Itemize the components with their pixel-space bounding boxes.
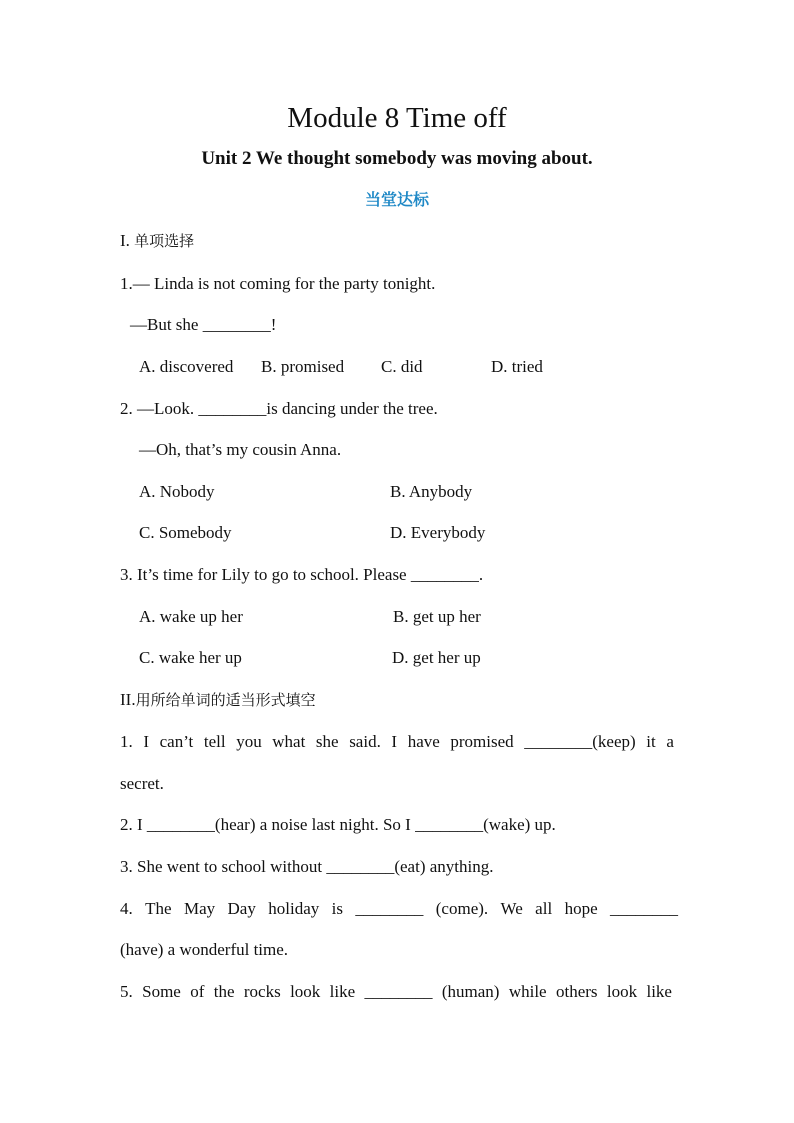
- fill-q1-line1: [120, 731, 674, 753]
- q1-option-c: C. did: [381, 357, 423, 376]
- fill-q5-line1: [120, 981, 672, 1003]
- q3-option-d: D. get her up: [392, 648, 481, 667]
- fill-q1-line2: secret.: [120, 774, 164, 793]
- q2-option-b: B. Anybody: [390, 482, 473, 501]
- word: like: [646, 982, 672, 1001]
- section-tag: 当堂达标: [364, 190, 429, 209]
- q2-stem: 2. —Look. ________is dancing under the tree.: [120, 399, 438, 418]
- word: rocks: [243, 982, 281, 1001]
- word: 1.: [120, 732, 133, 751]
- word: (come).: [435, 899, 489, 918]
- word: a: [666, 732, 674, 751]
- blank-have: ________: [610, 899, 678, 918]
- word: hope: [564, 899, 598, 918]
- word: Day: [227, 899, 256, 918]
- q1-stem: 1.— Linda is not coming for the party tonight.: [120, 274, 436, 293]
- q3-option-a: A. wake up her: [139, 607, 243, 626]
- blank-come: ________: [355, 899, 424, 918]
- q2-reply: —Oh, that’s my cousin Anna.: [139, 440, 342, 459]
- section2-heading: [120, 689, 316, 711]
- unit-subtitle: Unit 2 We thought somebody was moving about.: [201, 148, 593, 169]
- fill-q3: 3. She went to school without ________(eat) anything.: [120, 857, 494, 876]
- word: tell: [203, 732, 226, 751]
- blank-keep: ________(keep): [524, 732, 636, 751]
- page-title: Module 8 Time off: [287, 102, 507, 134]
- word: can’t: [159, 732, 194, 751]
- q3-option-c: C. wake her up: [139, 648, 242, 667]
- word: The: [145, 899, 172, 918]
- section1-heading-text: 单项选择: [134, 232, 195, 250]
- q1-reply: —But she ________!: [130, 315, 277, 334]
- word: the: [213, 982, 235, 1001]
- word: like: [329, 982, 356, 1001]
- word: said.: [349, 732, 381, 751]
- word: Some: [142, 982, 181, 1001]
- section1-heading-number: I.: [120, 231, 130, 250]
- fill-q4-line2: (have) a wonderful time.: [120, 940, 289, 959]
- word: what: [272, 732, 306, 751]
- q1-option-a: A. discovered: [139, 357, 234, 376]
- fill-q4-line1: [120, 898, 678, 920]
- word: she: [315, 732, 339, 751]
- word: is: [331, 899, 343, 918]
- word: (human): [441, 982, 500, 1001]
- word: look: [606, 982, 638, 1001]
- q2-option-d: D. Everybody: [390, 523, 486, 542]
- section1-heading: [120, 230, 194, 252]
- word: May: [183, 899, 216, 918]
- word: We: [500, 899, 523, 918]
- word: I: [143, 732, 150, 751]
- word: I: [391, 732, 398, 751]
- word: others: [555, 982, 598, 1001]
- word: 5.: [120, 982, 133, 1001]
- blank-human: ________: [364, 982, 433, 1001]
- q2-option-a: A. Nobody: [139, 482, 215, 501]
- section2-heading-text: 用所给单词的适当形式填空: [135, 691, 316, 709]
- fill-q2: 2. I ________(hear) a noise last night. So I ________(wake) up.: [120, 815, 556, 834]
- word: all: [535, 899, 553, 918]
- q1-option-b: B. promised: [261, 357, 345, 376]
- q2-option-c: C. Somebody: [139, 523, 232, 542]
- word: have: [407, 732, 440, 751]
- q3-option-b: B. get up her: [393, 607, 481, 626]
- word: of: [190, 982, 205, 1001]
- q1-option-d: D. tried: [491, 357, 543, 376]
- word: while: [508, 982, 547, 1001]
- q3-stem: 3. It’s time for Lily to go to school. Please ________.: [120, 565, 484, 584]
- word: it: [646, 732, 656, 751]
- word: look: [290, 982, 321, 1001]
- word: promised: [450, 732, 514, 751]
- word: holiday: [268, 899, 320, 918]
- section2-heading-number: II.: [120, 690, 136, 709]
- word: 4.: [120, 899, 133, 918]
- word: you: [236, 732, 262, 751]
